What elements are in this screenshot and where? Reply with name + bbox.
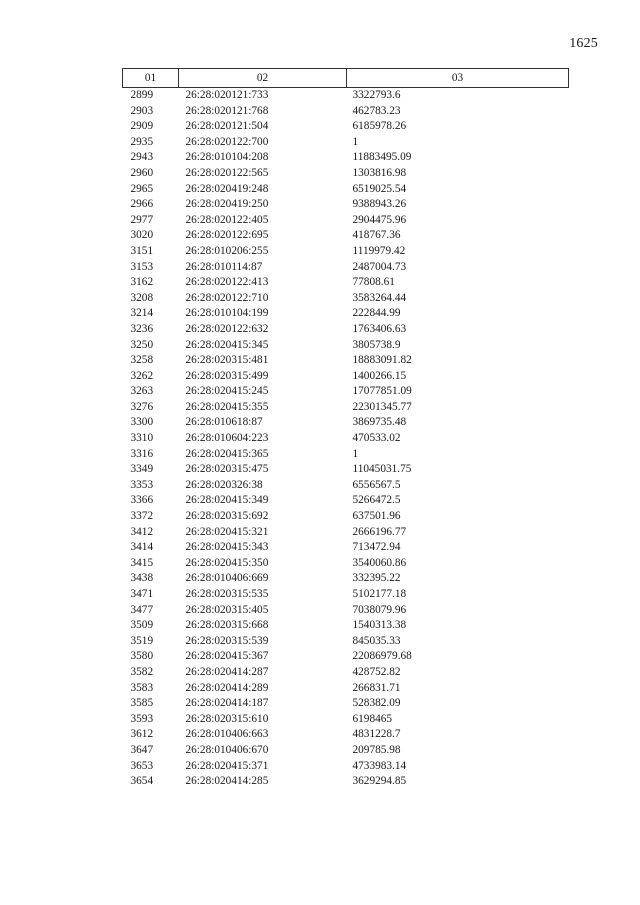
cadastral-code-cell: 26:28:020415:371: [185, 759, 269, 772]
row-number-cell: 2977: [130, 213, 154, 226]
cadastral-code-cell: 26:28:020122:632: [185, 322, 269, 335]
table-row: [123, 540, 569, 556]
row-number-cell: 3372: [130, 510, 154, 523]
cadastral-code-cell: 26:28:020122:710: [185, 291, 269, 304]
value-cell: 209785.98: [352, 743, 401, 756]
cadastral-code-cell: 26:28:010206:255: [185, 244, 269, 257]
table-row: [123, 462, 569, 478]
row-number-cell: 3353: [130, 478, 154, 491]
value-cell: 3540060.86: [352, 556, 407, 569]
table-row: [123, 727, 569, 743]
cadastral-code-cell: 26:28:010104:208: [185, 151, 269, 164]
value-cell: 22086979.68: [352, 650, 412, 663]
value-cell: 713472.94: [352, 541, 401, 554]
value-cell: 4733983.14: [352, 759, 407, 772]
cadastral-code-cell: 26:28:020121:768: [185, 104, 269, 117]
table-row: [123, 228, 569, 244]
table-row: [123, 166, 569, 182]
cadastral-code-cell: 26:28:020315:499: [185, 369, 269, 382]
cadastral-code-cell: 26:28:020315:668: [185, 619, 269, 632]
table-row: [123, 213, 569, 229]
row-number-cell: 3582: [130, 665, 154, 678]
row-number-cell: 3580: [130, 650, 154, 663]
row-number-cell: 3250: [130, 338, 154, 351]
table-row: [123, 150, 569, 166]
row-number-cell: 3153: [130, 260, 154, 273]
cadastral-code-cell: 26:28:020122:700: [185, 135, 269, 148]
row-number-cell: 3310: [130, 432, 154, 445]
value-cell: 2666196.77: [352, 525, 407, 538]
cadastral-code-cell: 26:28:010406:670: [185, 743, 269, 756]
value-cell: 7038079.96: [352, 603, 407, 616]
row-number-cell: 3162: [130, 276, 154, 289]
cadastral-code-cell: 26:28:020414:287: [185, 665, 269, 678]
page-number: 1625: [569, 36, 598, 51]
table-row: [123, 649, 569, 665]
value-cell: 6519025.54: [352, 182, 407, 195]
table-row: [123, 634, 569, 650]
cadastral-code-cell: 26:28:020326:38: [185, 478, 263, 491]
value-cell: 22301345.77: [352, 400, 412, 413]
row-number-cell: 3593: [130, 712, 154, 725]
value-cell: 3583264.44: [352, 291, 407, 304]
cadastral-code-cell: 26:28:010618:87: [185, 416, 263, 429]
value-cell: 222844.99: [352, 307, 401, 320]
table-header: [123, 69, 569, 88]
row-number-cell: 3415: [130, 556, 154, 569]
table-row: [123, 696, 569, 712]
table-row: [123, 618, 569, 634]
value-cell: 2904475.96: [352, 213, 407, 226]
table-row: [123, 587, 569, 603]
table-row: [123, 431, 569, 447]
row-number-cell: 3020: [130, 229, 154, 242]
value-cell: 9388943.26: [352, 198, 407, 211]
cadastral-code-cell: 26:28:020122:413: [185, 276, 269, 289]
value-cell: 332395.22: [352, 572, 401, 585]
cadastral-code-cell: 26:28:020415:245: [185, 385, 269, 398]
row-number-cell: 2943: [130, 151, 154, 164]
table-row: [123, 759, 569, 775]
cadastral-code-cell: 26:28:020414:289: [185, 681, 269, 694]
row-number-cell: 3214: [130, 307, 154, 320]
row-number-cell: 2935: [130, 135, 154, 148]
table-row: [123, 571, 569, 587]
row-number-cell: 3262: [130, 369, 154, 382]
cadastral-code-cell: 26:28:020415:367: [185, 650, 269, 663]
row-number-cell: 3583: [130, 681, 154, 694]
value-cell: 5266472.5: [352, 494, 401, 507]
row-number-cell: 3151: [130, 244, 154, 257]
table-row: [123, 400, 569, 416]
cadastral-code-cell: 26:28:020121:733: [185, 89, 269, 101]
value-cell: 3869735.48: [352, 416, 407, 429]
registry-table-container: [122, 68, 568, 790]
row-number-cell: 2960: [130, 166, 154, 179]
row-number-cell: 3263: [130, 385, 154, 398]
row-number-cell: 3647: [130, 743, 154, 756]
value-cell: 11883495.09: [352, 151, 412, 164]
value-cell: 3805738.9: [352, 338, 401, 351]
table-row: [123, 88, 569, 104]
value-cell: 470533.02: [352, 432, 401, 445]
value-cell: 1540313.38: [352, 619, 407, 632]
cadastral-code-cell: 26:28:020122:695: [185, 229, 269, 242]
table-row: [123, 306, 569, 322]
value-cell: 1303816.98: [352, 166, 407, 179]
row-number-cell: 2903: [130, 104, 154, 117]
row-number-cell: 3471: [130, 588, 154, 600]
table-row: [123, 415, 569, 431]
table-row: [123, 712, 569, 728]
cadastral-code-cell: 26:28:020415:345: [185, 338, 269, 351]
row-number-cell: 3585: [130, 697, 154, 710]
cadastral-code-cell: 26:28:020122:405: [185, 213, 269, 226]
table-row: [123, 509, 569, 525]
row-number-cell: 3208: [130, 291, 154, 304]
table-row: [123, 478, 569, 494]
table-row: [123, 603, 569, 619]
column-header-01: 01: [123, 69, 179, 88]
row-number-cell: 2909: [130, 120, 154, 133]
table-row: [123, 447, 569, 463]
row-number-cell: 3438: [130, 572, 154, 585]
table-row: [123, 681, 569, 697]
value-cell: 5102177.18: [352, 588, 407, 600]
row-number-cell: 3366: [130, 494, 154, 507]
value-cell: 3322793.6: [352, 89, 401, 101]
value-cell: 1: [352, 447, 359, 460]
row-number-cell: 2965: [130, 182, 154, 195]
column-header-03: 03: [347, 69, 569, 88]
table-row: [123, 774, 569, 790]
cadastral-code-cell: 26:28:020315:405: [185, 603, 269, 616]
table-row: [123, 525, 569, 541]
value-cell: 77808.61: [352, 276, 395, 289]
value-cell: 845035.33: [352, 634, 401, 647]
value-cell: 528382.09: [352, 697, 401, 710]
value-cell: 428752.82: [352, 665, 401, 678]
cadastral-code-cell: 26:28:010114:87: [185, 260, 263, 273]
row-number-cell: 3276: [130, 400, 154, 413]
cadastral-code-cell: 26:28:020315:692: [185, 510, 269, 523]
registry-table: [122, 68, 569, 790]
row-number-cell: 3300: [130, 416, 154, 429]
table-row: [123, 275, 569, 291]
cadastral-code-cell: 26:28:010406:663: [185, 728, 269, 741]
value-cell: 1: [352, 135, 359, 148]
cadastral-code-cell: 26:28:020121:504: [185, 120, 269, 133]
value-cell: 4831228.7: [352, 728, 401, 741]
row-number-cell: 3412: [130, 525, 154, 538]
table-row: [123, 104, 569, 120]
row-number-cell: 3612: [130, 728, 154, 741]
cadastral-code-cell: 26:28:020415:350: [185, 556, 269, 569]
table-row: [123, 493, 569, 509]
value-cell: 18883091.82: [352, 354, 412, 367]
header-row: [123, 69, 569, 88]
cadastral-code-cell: 26:28:020315:535: [185, 588, 269, 600]
table-row: [123, 665, 569, 681]
table-row: [123, 384, 569, 400]
cadastral-code-cell: 26:28:010604:223: [185, 432, 269, 445]
cadastral-code-cell: 26:28:020315:481: [185, 354, 269, 367]
table-row: [123, 260, 569, 276]
cadastral-code-cell: 26:28:020415:365: [185, 447, 269, 460]
value-cell: 6198465: [352, 712, 393, 725]
value-cell: 17077851.09: [352, 385, 412, 398]
row-number-cell: 3258: [130, 354, 154, 367]
value-cell: 6185978.26: [352, 120, 407, 133]
row-number-cell: 3509: [130, 619, 154, 632]
cadastral-code-cell: 26:28:010104:199: [185, 307, 269, 320]
value-cell: 6556567.5: [352, 478, 401, 491]
table-row: [123, 556, 569, 572]
table-row: [123, 244, 569, 260]
table-row: [123, 353, 569, 369]
value-cell: 11045031.75: [352, 463, 412, 476]
table-row: [123, 322, 569, 338]
value-cell: 418767.36: [352, 229, 401, 242]
cadastral-code-cell: 26:28:020315:610: [185, 712, 269, 725]
cadastral-code-cell: 26:28:020415:343: [185, 541, 269, 554]
cadastral-code-cell: 26:28:020122:565: [185, 166, 269, 179]
row-number-cell: 3236: [130, 322, 154, 335]
cadastral-code-cell: 26:28:020415:355: [185, 400, 269, 413]
cadastral-code-cell: 26:28:020414:285: [185, 775, 269, 788]
row-number-cell: 3349: [130, 463, 154, 476]
value-cell: 1119979.42: [352, 244, 406, 257]
row-number-cell: 3519: [130, 634, 154, 647]
value-cell: 2487004.73: [352, 260, 407, 273]
row-number-cell: 3477: [130, 603, 154, 616]
row-number-cell: 3653: [130, 759, 154, 772]
value-cell: 462783.23: [352, 104, 401, 117]
table-row: [123, 182, 569, 198]
row-number-cell: 2966: [130, 198, 154, 211]
value-cell: 266831.71: [352, 681, 401, 694]
table-row: [123, 119, 569, 135]
cadastral-code-cell: 26:28:020419:250: [185, 198, 269, 211]
cadastral-code-cell: 26:28:020419:248: [185, 182, 269, 195]
table-row: [123, 135, 569, 151]
row-number-cell: 2899: [130, 89, 154, 101]
value-cell: 637501.96: [352, 510, 401, 523]
cadastral-code-cell: 26:28:020414:187: [185, 697, 269, 710]
value-cell: 1763406.63: [352, 322, 407, 335]
row-number-cell: 3316: [130, 447, 154, 460]
row-number-cell: 3654: [130, 775, 154, 788]
cadastral-code-cell: 26:28:020315:539: [185, 634, 269, 647]
cadastral-code-cell: 26:28:020415:321: [185, 525, 269, 538]
cadastral-code-cell: 26:28:020415:349: [185, 494, 269, 507]
table-row: [123, 197, 569, 213]
value-cell: 3629294.85: [352, 775, 407, 788]
cadastral-code-cell: 26:28:020315:475: [185, 463, 269, 476]
value-cell: 1400266.15: [352, 369, 407, 382]
table-row: [123, 743, 569, 759]
column-header-02: 02: [179, 69, 347, 88]
table-row: [123, 338, 569, 354]
table-row: [123, 291, 569, 307]
cadastral-code-cell: 26:28:010406:669: [185, 572, 269, 585]
row-number-cell: 3414: [130, 541, 154, 554]
table-row: [123, 369, 569, 385]
table-body: [123, 88, 569, 790]
